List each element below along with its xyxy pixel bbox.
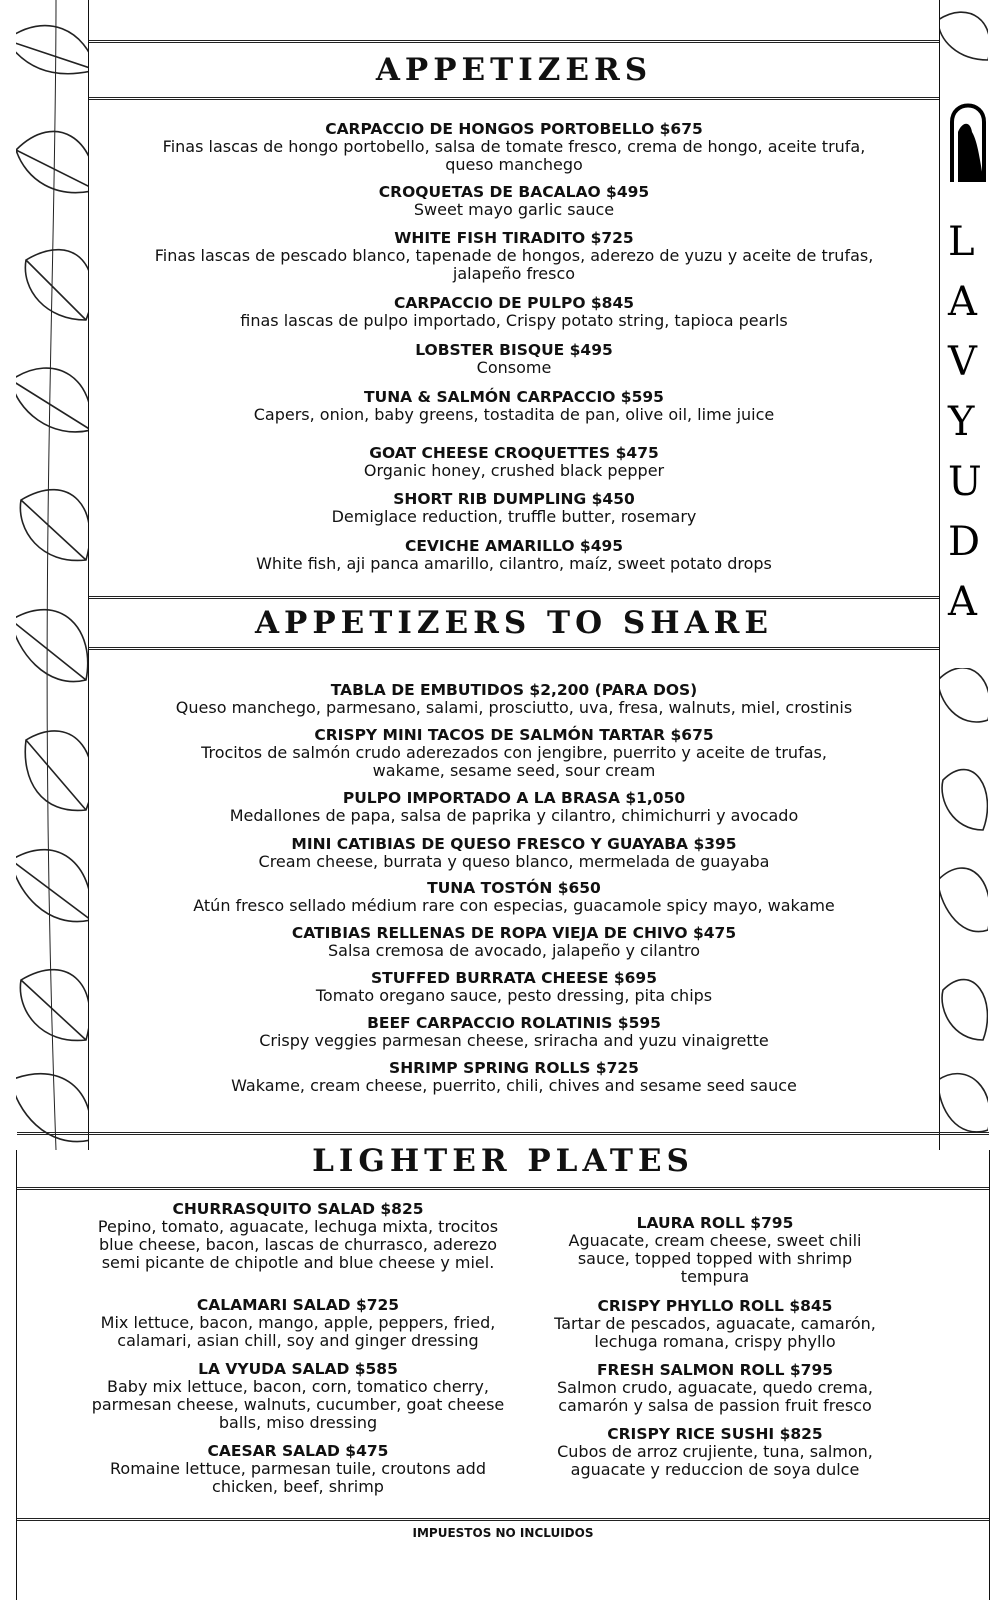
menu-item — [89, 444, 939, 480]
item-name: CRISPY PHYLLO ROLL $845 — [597, 1297, 833, 1315]
item-desc: Queso manchego, parmesano, salami, prosciutto, uva, fresa, walnuts, miel, crostinis — [175, 698, 853, 717]
brand-vertical-word — [948, 212, 988, 632]
menu-item — [545, 1361, 885, 1415]
item-desc: Finas lascas de hongo portobello, salsa de tomate fresco, crema de hongo, aceite trufa, queso manchego — [162, 137, 866, 174]
brand-letter: D — [948, 519, 981, 565]
tax-note: IMPUESTOS NO INCLUIDOS — [412, 1526, 594, 1540]
item-name: FRESH SALMON ROLL $795 — [596, 1361, 834, 1379]
menu-item — [89, 726, 939, 780]
item-desc: Salsa cremosa de avocado, jalapeño y cilantro — [328, 941, 700, 960]
menu-item — [89, 789, 939, 825]
item-name: CEVICHE AMARILLO $495 — [404, 537, 624, 555]
item-desc: Cubos de arroz crujiente, tuna, salmon, aguacate y reduccion de soya dulce — [557, 1442, 873, 1479]
item-name: CROQUETAS DE BACALAO $495 — [378, 183, 650, 201]
menu-item — [89, 879, 939, 915]
item-name: PULPO IMPORTADO A LA BRASA $1,050 — [342, 789, 686, 807]
section-header — [89, 596, 939, 650]
item-desc: Consome — [476, 358, 552, 377]
item-desc: Demiglace reduction, truffle butter, rosemary — [331, 507, 697, 526]
item-name: SHORT RIB DUMPLING $450 — [393, 490, 635, 508]
item-name: LOBSTER BISQUE $495 — [415, 341, 613, 359]
brand-letter: A — [948, 579, 977, 625]
item-desc: Romaine lettuce, parmesan tuile, croutons add chicken, beef, shrimp — [110, 1459, 486, 1496]
item-name: MINI CATIBIAS DE QUESO FRESCO Y GUAYABA $395 — [291, 835, 737, 853]
menu-item — [83, 1360, 513, 1432]
item-name: BEEF CARPACCIO ROLATINIS $595 — [367, 1014, 661, 1032]
item-desc: Finas lascas de pescado blanco, tapenade de hongos, aderezo de yuzu y aceite de trufas, jalapeño fresco — [154, 246, 874, 283]
menu-item — [89, 229, 939, 283]
menu-item — [89, 1059, 939, 1095]
item-name: CHURRASQUITO SALAD $825 — [172, 1200, 424, 1218]
menu-item — [89, 1014, 939, 1050]
brand-letter: Y — [948, 399, 975, 445]
item-name: TUNA TOSTÓN $650 — [427, 879, 601, 897]
item-name: LA VYUDA SALAD $585 — [198, 1360, 398, 1378]
item-name: SHRIMP SPRING ROLLS $725 — [389, 1059, 639, 1077]
brand-letter: L — [948, 219, 975, 265]
leaf-pattern-left — [16, 0, 90, 1150]
lighter-section — [16, 1143, 990, 1600]
item-name: TUNA & SALMÓN CARPACCIO $595 — [364, 388, 664, 406]
item-name: CAESAR SALAD $475 — [207, 1442, 389, 1460]
menu-item — [545, 1297, 885, 1351]
item-desc: Baby mix lettuce, bacon, corn, tomatico cherry, parmesan cheese, walnuts, cucumber, goat cheese balls, miso dressing — [91, 1377, 505, 1432]
menu-item — [545, 1425, 885, 1479]
section-title: APPETIZERS TO SHARE — [254, 605, 774, 641]
menu-item — [89, 294, 939, 330]
menu-item — [89, 120, 939, 174]
item-desc: Crispy veggies parmesan cheese, sriracha and yuzu vinaigrette — [259, 1031, 769, 1050]
brand-strip — [938, 88, 988, 668]
item-desc: Organic honey, crushed black pepper — [363, 461, 665, 480]
menu-item — [89, 835, 939, 871]
item-desc: Atún fresco sellado médium rare con especias, guacamole spicy mayo, wakame — [193, 896, 835, 915]
item-desc: Trocitos de salmón crudo aderezados con jengibre, puerrito y aceite de trufas, wakame, sesame seed, sour cream — [201, 743, 827, 780]
menu-item — [89, 388, 939, 424]
item-name: GOAT CHEESE CROQUETTES $475 — [369, 444, 659, 462]
item-desc: Cream cheese, burrata y queso blanco, mermelada de guayaba — [258, 852, 770, 871]
menu-item — [89, 537, 939, 573]
item-name: CATIBIAS RELLENAS DE ROPA VIEJA DE CHIVO $475 — [291, 924, 737, 942]
menu-item — [89, 969, 939, 1005]
appetizers-section — [88, 0, 940, 608]
brand-letter: A — [948, 279, 977, 325]
menu-item — [89, 490, 939, 526]
item-desc: Mix lettuce, bacon, mango, apple, peppers, fried, calamari, asian chill, soy and ginger dressing — [100, 1313, 496, 1350]
item-desc: Wakame, cream cheese, puerrito, chili, chives and sesame seed sauce — [231, 1076, 797, 1095]
item-desc: Capers, onion, baby greens, tostadita de pan, olive oil, lime juice — [253, 405, 775, 424]
item-desc: finas lascas de pulpo importado, Crispy potato string, tapioca pearls — [240, 311, 788, 330]
menu-item — [89, 341, 939, 377]
item-name: CARPACCIO DE HONGOS PORTOBELLO $675 — [325, 120, 703, 138]
menu-item — [83, 1200, 513, 1272]
item-desc: White fish, aji panca amarillo, cilantro, maíz, sweet potato drops — [256, 554, 772, 573]
item-name: TABLA DE EMBUTIDOS $2,200 (PARA DOS) — [330, 681, 698, 699]
item-name: CRISPY MINI TACOS DE SALMÓN TARTAR $675 — [314, 726, 714, 744]
menu-item — [89, 183, 939, 219]
section-title: LIGHTER PLATES — [312, 1143, 694, 1179]
menu-item — [83, 1296, 513, 1350]
item-desc: Salmon crudo, aguacate, quedo crema, camarón y salsa de passion fruit fresco — [557, 1378, 873, 1415]
menu-item — [89, 924, 939, 960]
item-desc: Tomato oregano sauce, pesto dressing, pita chips — [315, 986, 713, 1005]
item-name: STUFFED BURRATA CHEESE $695 — [371, 969, 657, 987]
item-name: WHITE FISH TIRADITO $725 — [394, 229, 634, 247]
item-desc: Aguacate, cream cheese, sweet chili sauce, topped topped with shrimp tempura — [568, 1231, 862, 1286]
brand-letter: V — [948, 339, 977, 385]
section-header — [17, 1132, 989, 1190]
share-section — [88, 605, 940, 1154]
footer-divider — [17, 1518, 989, 1521]
brand-letter: U — [948, 459, 982, 505]
item-desc: Pepino, tomato, aguacate, lechuga mixta, trocitos blue cheese, bacon, lascas de churrasco, aderezo semi picante de chipotle and blue cheese y miel. — [97, 1217, 499, 1272]
arch-logo-icon — [948, 92, 988, 184]
item-name: CRISPY RICE SUSHI $825 — [607, 1425, 823, 1443]
item-desc: Sweet mayo garlic sauce — [413, 200, 615, 219]
menu-item — [83, 1442, 513, 1496]
item-name: LAURA ROLL $795 — [636, 1214, 794, 1232]
section-title: APPETIZERS — [375, 52, 653, 88]
menu-item — [545, 1214, 885, 1286]
item-desc: Tartar de pescados, aguacate, camarón, lechuga romana, crispy phyllo — [554, 1314, 876, 1351]
item-name: CALAMARI SALAD $725 — [196, 1296, 400, 1314]
item-desc: Medallones de papa, salsa de paprika y cilantro, chimichurri y avocado — [229, 806, 799, 825]
menu-item — [89, 681, 939, 717]
item-name: CARPACCIO DE PULPO $845 — [393, 294, 635, 312]
section-header — [89, 40, 939, 100]
